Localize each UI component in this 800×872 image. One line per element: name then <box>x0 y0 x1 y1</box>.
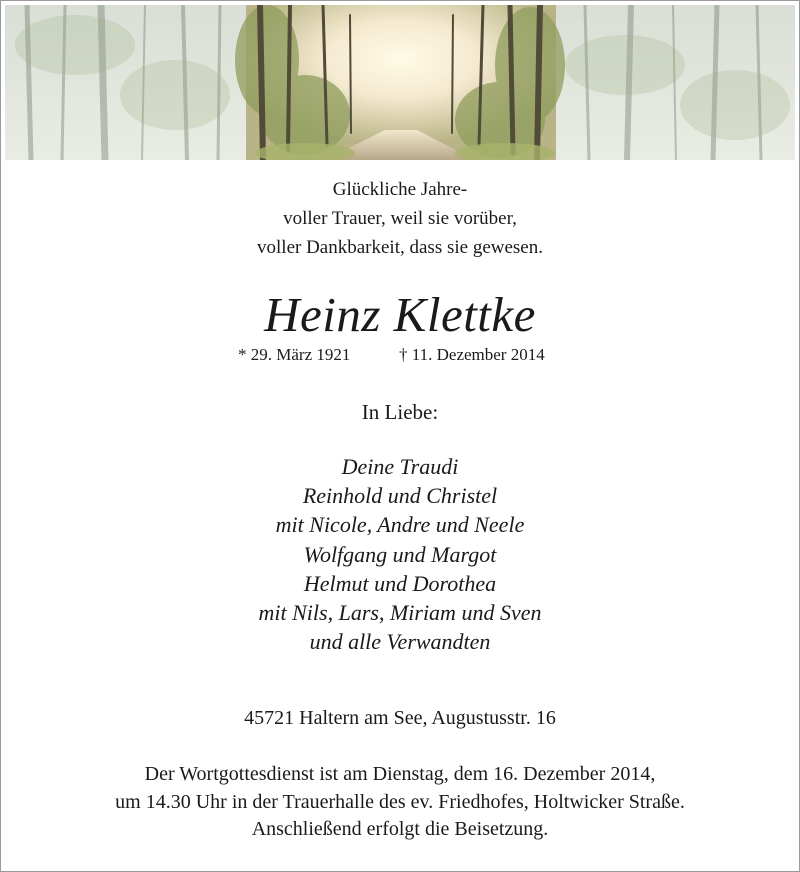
verse-line: voller Dankbarkeit, dass sie gewesen. <box>257 237 543 258</box>
service-details <box>1 761 799 844</box>
verse-line: voller Trauer, weil sie vorüber, <box>283 208 517 229</box>
forest-banner-image <box>5 5 795 160</box>
service-line: Der Wortgottesdienst ist am Dienstag, dem 16. Dezember 2014, <box>144 763 656 785</box>
forest-illustration <box>5 5 795 160</box>
deceased-name: Heinz Klettke <box>264 287 536 342</box>
mourner-line: Helmut und Dorothea <box>303 570 497 596</box>
service-line: Anschließend erfolgt die Beisetzung. <box>251 818 549 840</box>
death-date: † 11. Dezember 2014 <box>399 345 545 364</box>
service-line: um 14.30 Uhr in der Trauerhalle des ev. Friedhofes, Holtwicker Straße. <box>115 790 685 813</box>
in-love-heading: In Liebe: <box>361 400 439 424</box>
mourner-line: mit Nicole, Andre und Neele <box>275 512 525 538</box>
mourner-line: Wolfgang und Margot <box>303 541 497 567</box>
forest-path-photo <box>235 5 565 160</box>
mourner-line: Deine Traudi <box>341 454 459 479</box>
verse <box>1 175 799 262</box>
mourner-line: mit Nils, Lars, Miriam und Sven <box>258 600 542 626</box>
birth-date: * 29. März 1921 <box>238 345 351 364</box>
mourners-list <box>1 452 799 656</box>
mourner-line: und alle Verwandten <box>309 629 491 655</box>
address: 45721 Haltern am See, Augustusstr. 16 <box>244 707 556 729</box>
verse-line: Glückliche Jahre- <box>332 179 468 200</box>
mourner-line: Reinhold und Christel <box>302 483 498 509</box>
